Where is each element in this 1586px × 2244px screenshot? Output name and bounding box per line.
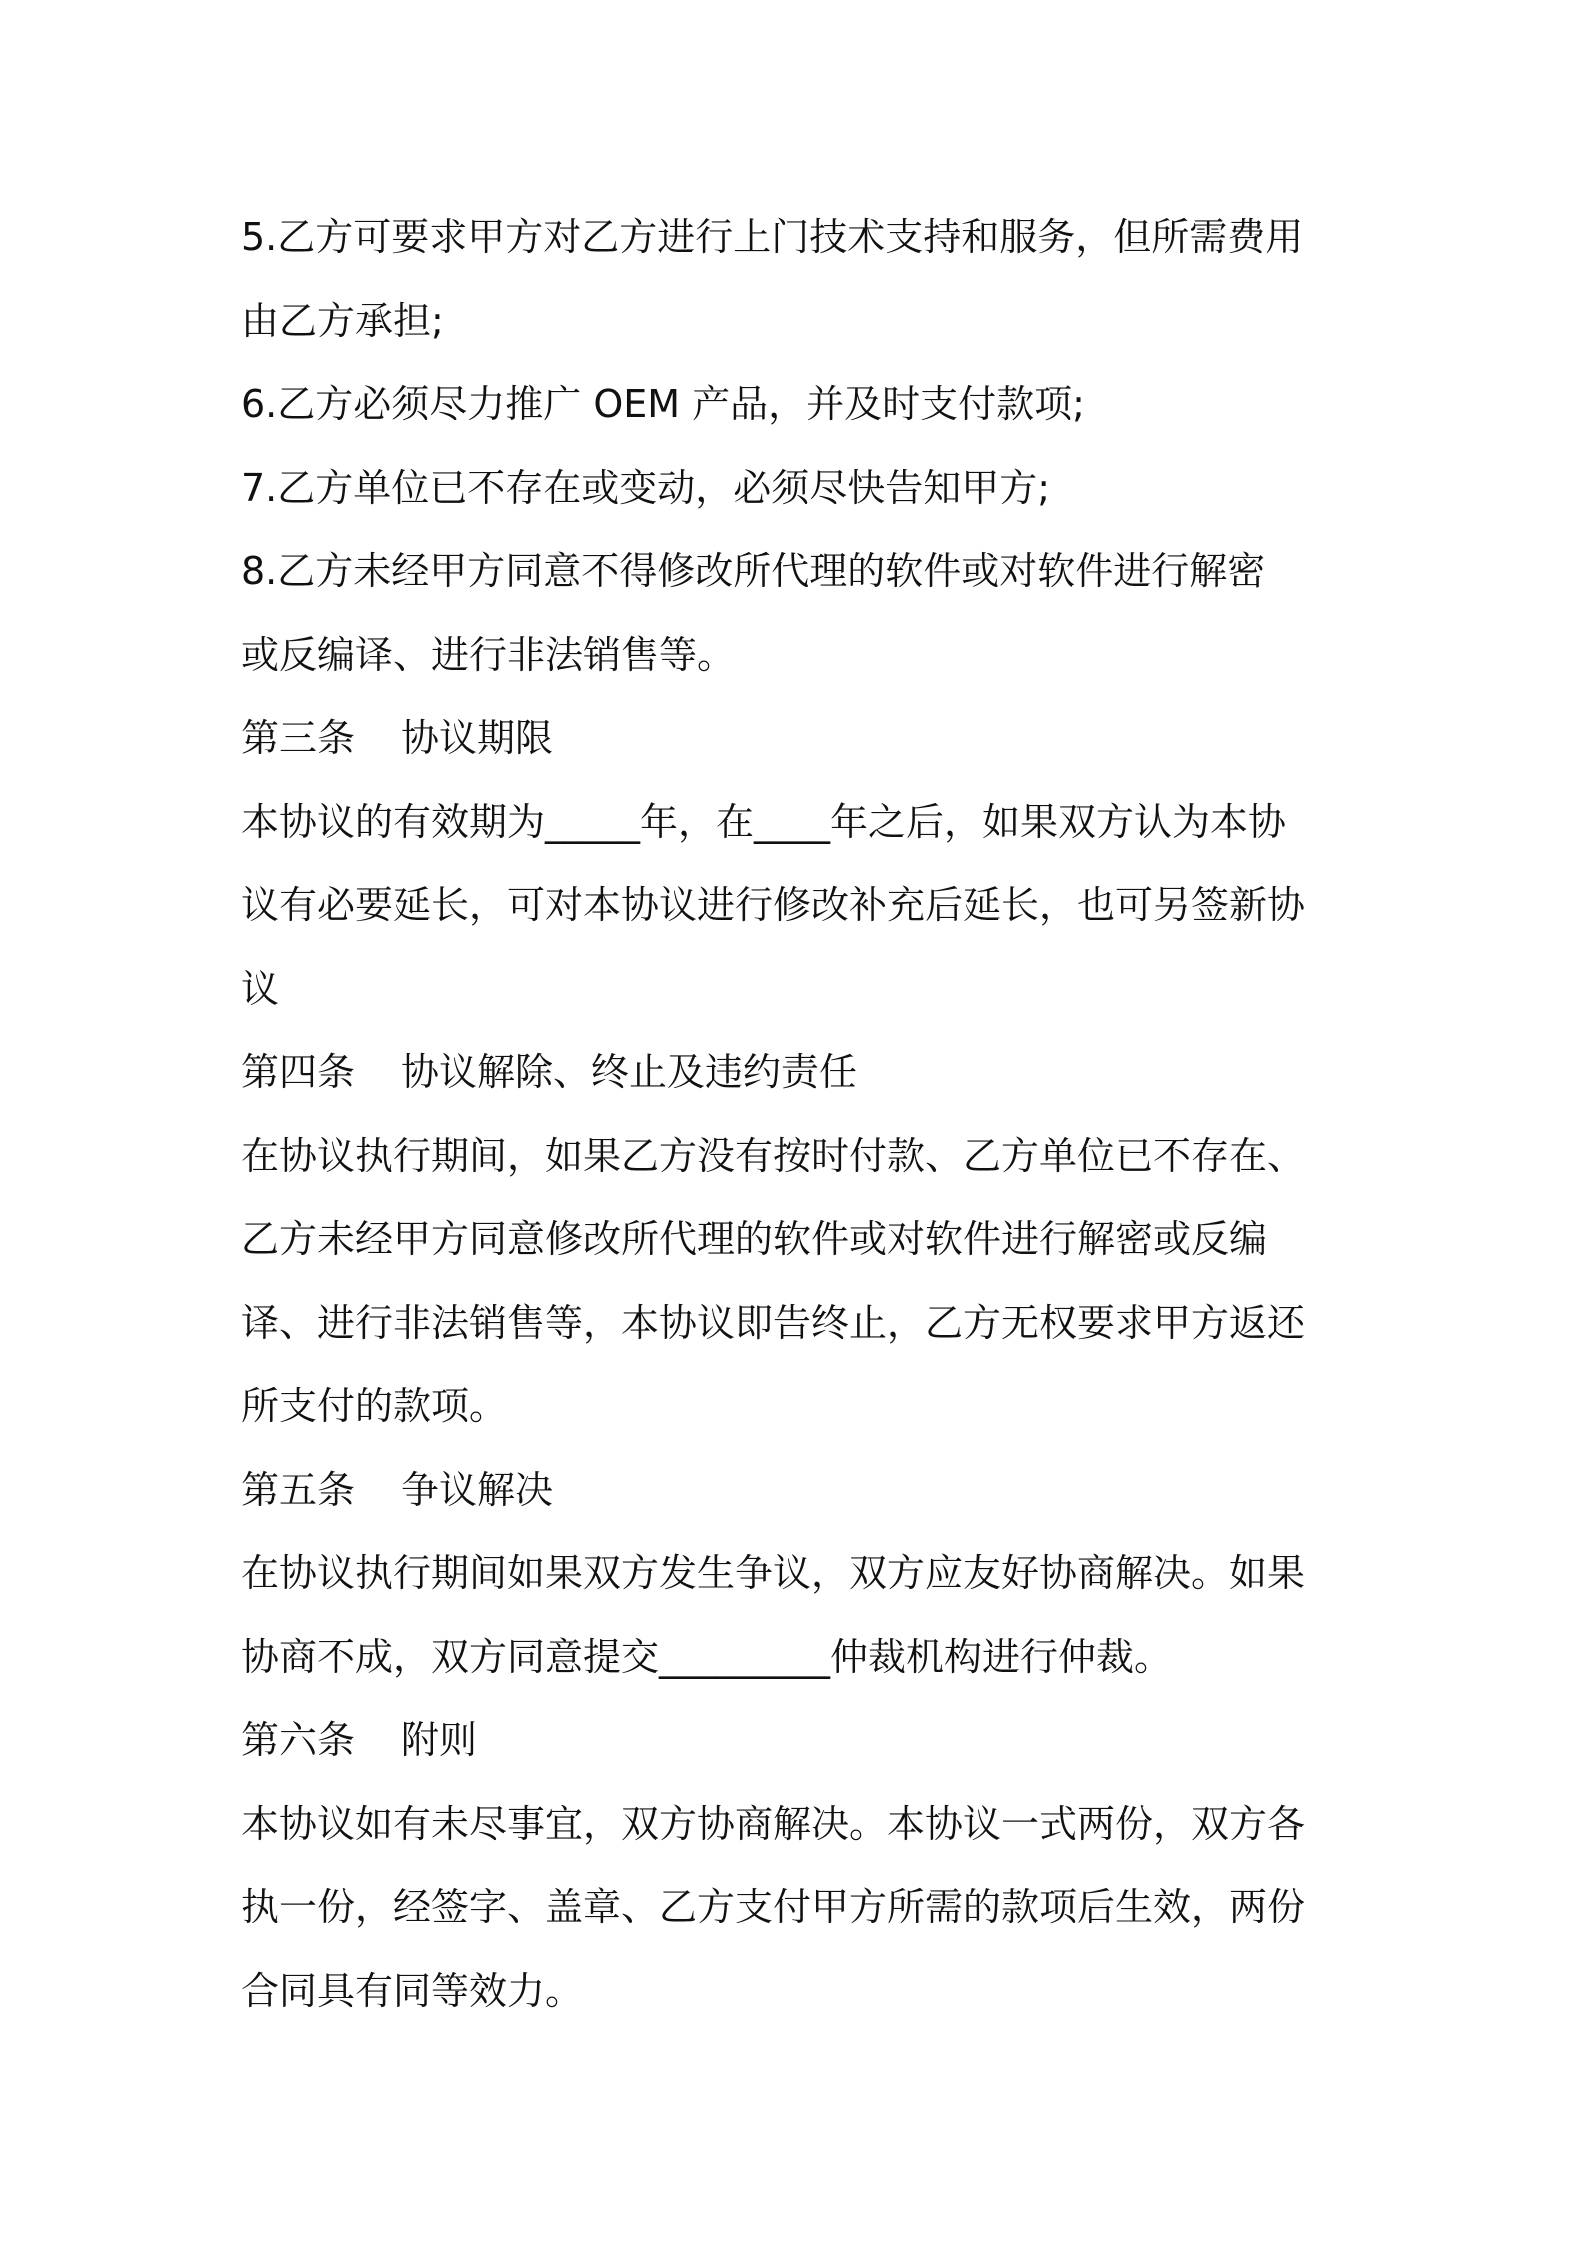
clause-5-line-2: 由乙方承担; (241, 298, 444, 343)
article-4-text-line-3: 译、进行非法销售等，本协议即告终止，乙方无权要求甲方返还 (241, 1300, 1306, 1345)
article-5-heading (241, 1449, 1359, 1533)
article-4-text-line-1: 在协议执行期间，如果乙方没有按时付款、乙方单位已不存在、 (241, 1133, 1306, 1178)
article-4-text-line-2: 乙方未经甲方同意修改所代理的软件或对软件进行解密或反编 (241, 1217, 1268, 1261)
article-3-heading (241, 697, 1359, 781)
article-3-text-line-1: 本协议的有效期为_____年，在____年之后，如果双方认为本协 (241, 799, 1287, 844)
article-3-title: 协议期限 (401, 716, 554, 760)
article-6-title: 附则 (401, 1718, 478, 1762)
article-5-text-line-2: 协商不成，双方同意提交_________仲裁机构进行仲裁。 (241, 1634, 1173, 1679)
article-4-heading (241, 1031, 1359, 1115)
article-5-title: 争议解决 (401, 1467, 554, 1512)
article-4-number: 第四条 (241, 1050, 356, 1094)
clause-8-line-1: 8.乙方未经甲方同意不得修改所代理的软件或对软件进行解密 (241, 549, 1266, 593)
article-5-number: 第五条 (241, 1467, 356, 1512)
article-3-text-line-2: 议有必要延长，可对本协议进行修改补充后延长，也可另签新协 (241, 883, 1306, 927)
article-5-text-line-1: 在协议执行期间如果双方发生争议，双方应友好协商解决。如果 (241, 1551, 1306, 1595)
article-6-text-line-3: 合同具有同等效力。 (241, 1968, 584, 2013)
clause-6: 6.乙方必须尽力推广 OEM 产品，并及时支付款项; (241, 382, 1085, 426)
article-6-heading (241, 1699, 1359, 1783)
article-3-number: 第三条 (241, 716, 356, 760)
clause-7: 7.乙方单位已不存在或变动，必须尽快告知甲方; (241, 465, 1051, 510)
article-3-text-line-3: 议 (241, 966, 280, 1011)
clause-5-line-1: 5.乙方可要求甲方对乙方进行上门技术支持和服务，但所需费用 (241, 215, 1304, 259)
article-6-text-line-2: 执一份，经签字、盖章、乙方支付甲方所需的款项后生效，两份 (241, 1885, 1306, 1929)
document-body (241, 196, 1359, 2033)
article-6-text-line-1: 本协议如有未尽事宜，双方协商解决。本协议一式两份，双方各 (241, 1801, 1306, 1846)
article-4-text-line-4: 所支付的款项。 (241, 1384, 508, 1428)
clause-8-line-2: 或反编译、进行非法销售等。 (241, 632, 736, 677)
article-6-number: 第六条 (241, 1718, 356, 1762)
article-4-title: 协议解除、终止及违约责任 (401, 1050, 858, 1094)
